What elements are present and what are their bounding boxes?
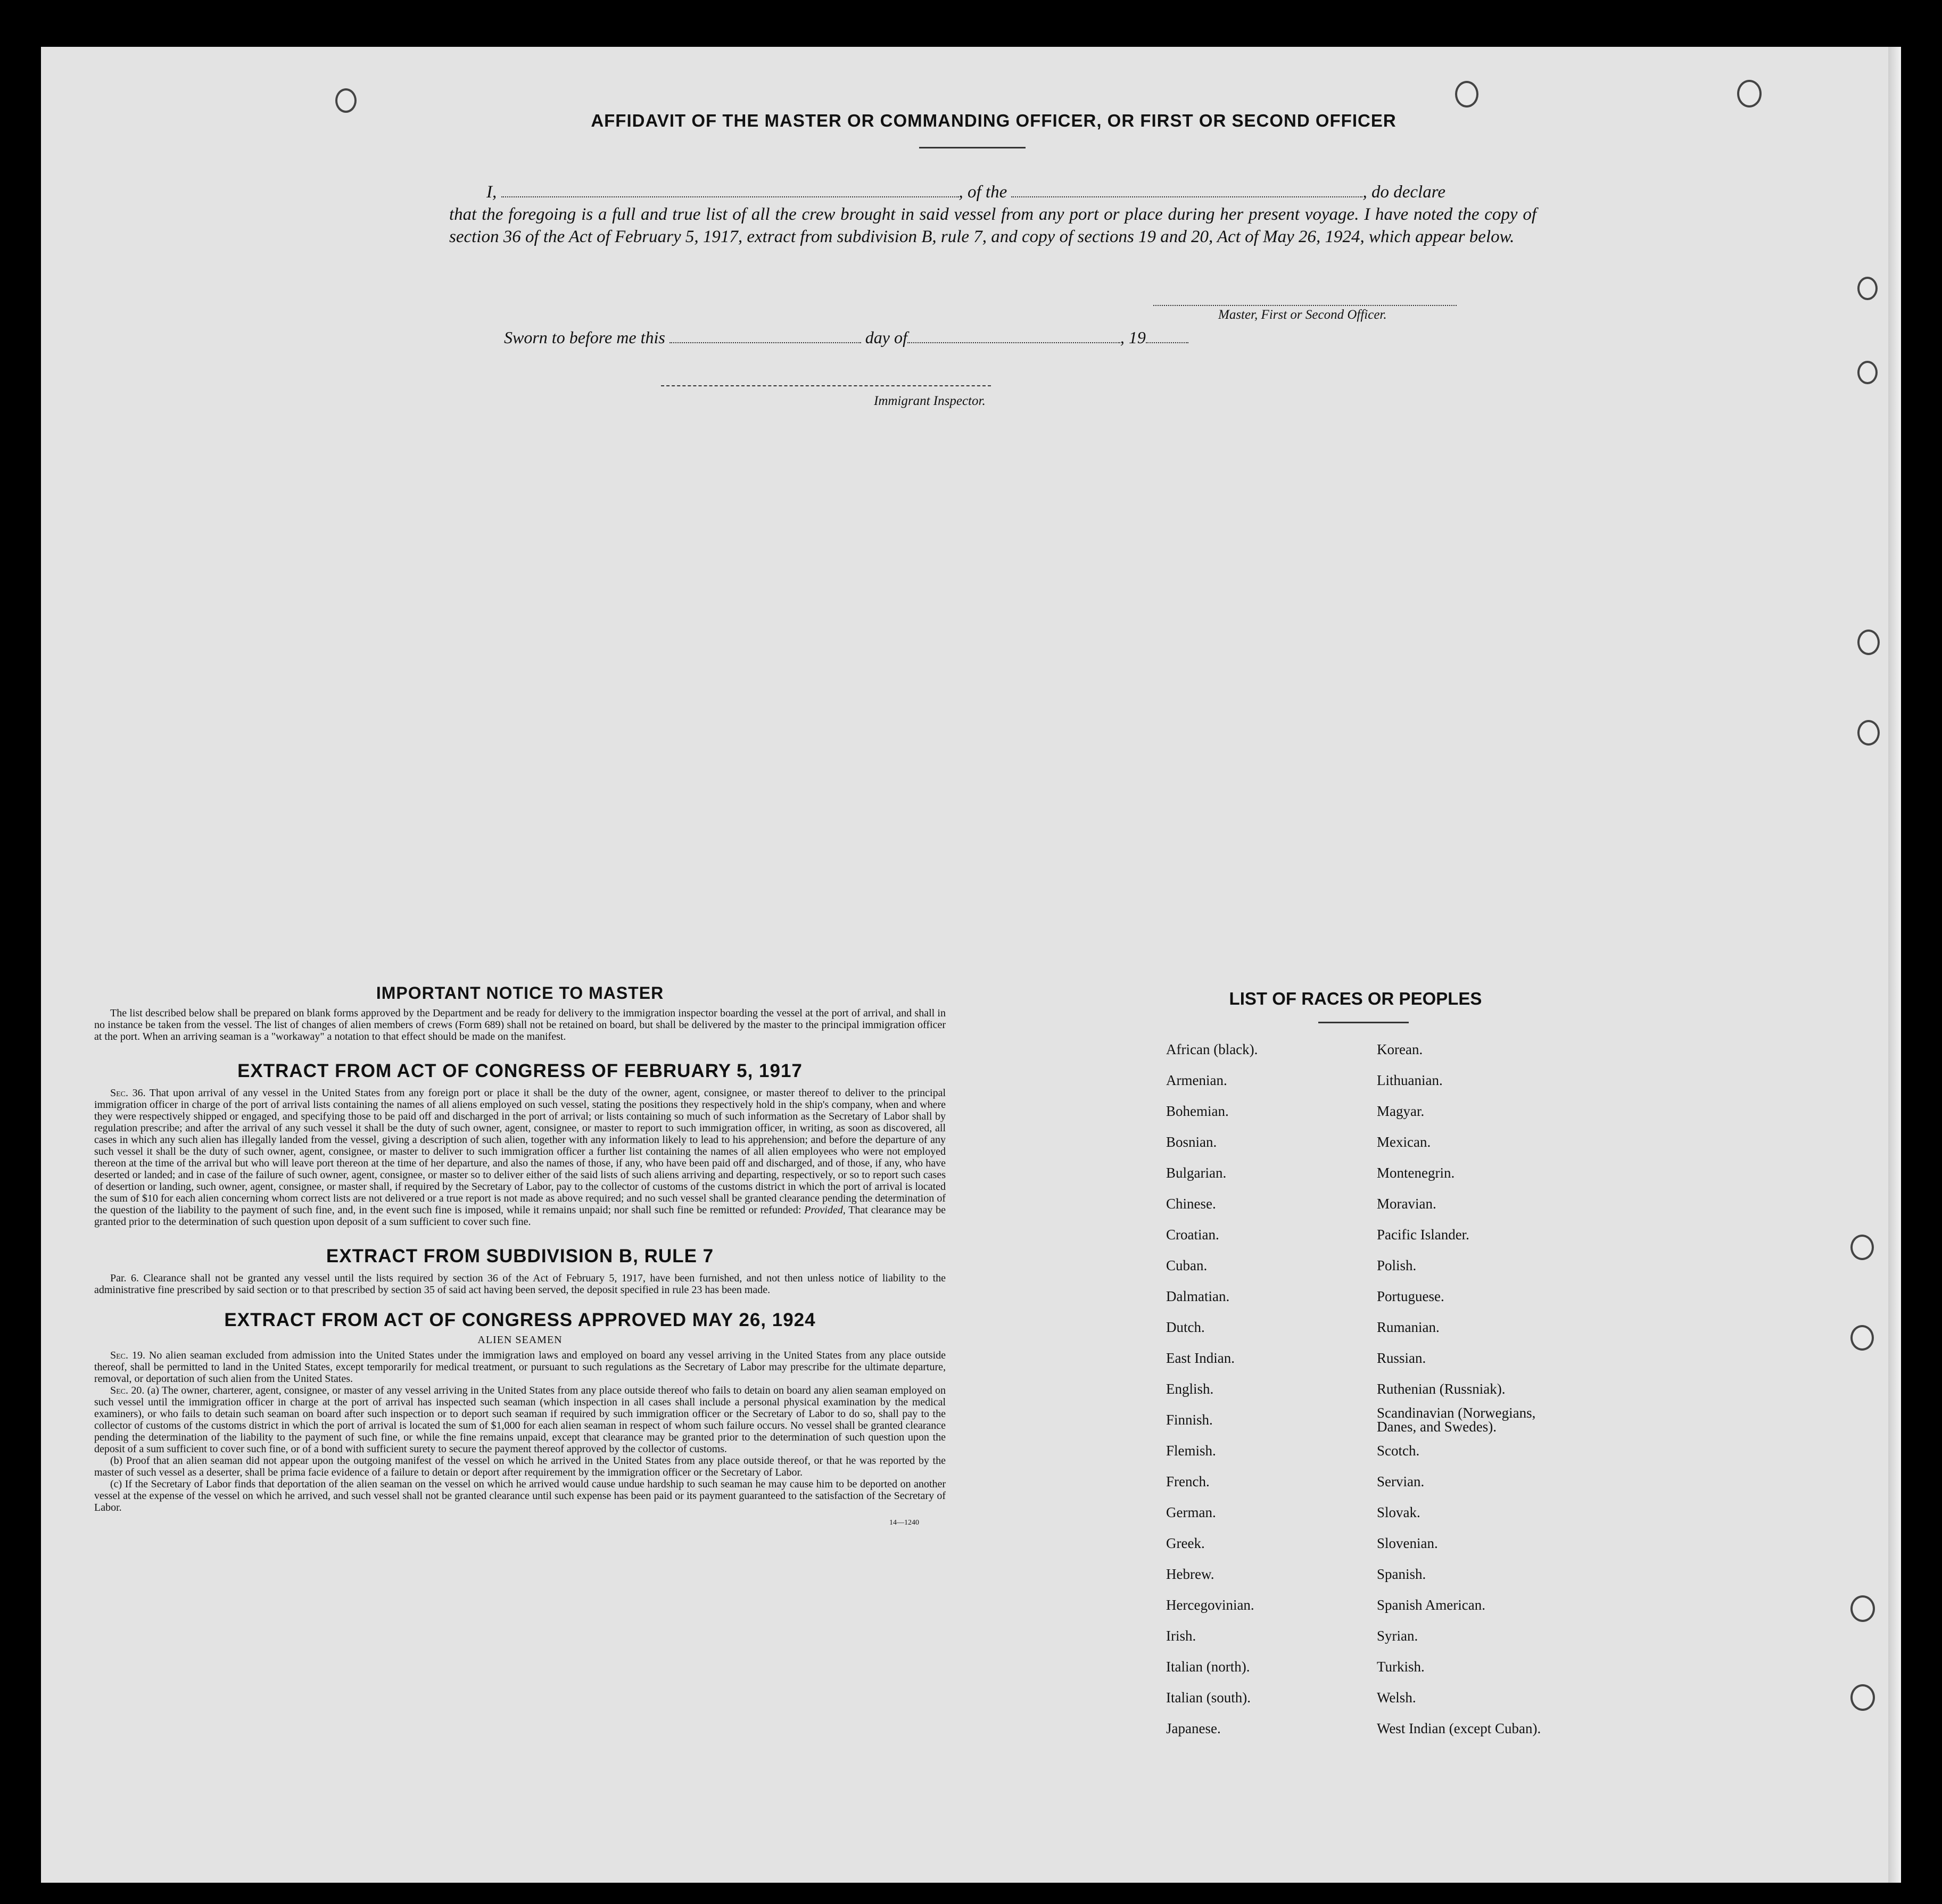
races-column-1 <box>1166 1034 1258 1744</box>
race-item: German. <box>1166 1504 1216 1520</box>
race-item: Lithuanian. <box>1377 1072 1443 1088</box>
alien-seamen-subtitle: ALIEN SEAMEN <box>477 1334 563 1346</box>
race-item: East Indian. <box>1166 1350 1235 1366</box>
punch-hole <box>1857 277 1878 300</box>
sec20-label: Sec. 20. <box>110 1385 145 1396</box>
race-item: Dutch. <box>1166 1319 1205 1335</box>
punch-hole <box>1455 81 1478 107</box>
punch-hole <box>1850 1684 1875 1711</box>
form-number: 14—1240 <box>889 1519 919 1527</box>
race-item: Hebrew. <box>1166 1566 1214 1582</box>
race-item: Portuguese. <box>1377 1288 1444 1304</box>
race-item: Bosnian. <box>1166 1134 1217 1150</box>
proviso-label: Provided, <box>804 1204 846 1216</box>
races-title: LIST OF RACES OR PEOPLES <box>1229 989 1482 1008</box>
race-item: French. <box>1166 1473 1210 1489</box>
race-item: Magyar. <box>1377 1103 1425 1119</box>
race-item: Pacific Islander. <box>1377 1227 1469 1243</box>
notice-text: The list described below shall be prepared on blank forms approved by the Department and be ready for delivery to the immigration inspector boarding the vessel at the port of arrival, and shall in no instance be taken from the vessel. The list of changes of alien members of crews (Form 689) shall not be retained on board, but shall be delivered by the master to the principal immigration officer at the port. When an arriving seaman is a "workaway" a notation to that effect should be made on the manifest. <box>94 1007 946 1042</box>
punch-hole <box>335 88 357 113</box>
affidavit-of-the: , of the <box>958 183 1007 202</box>
race-item: Greek. <box>1166 1535 1205 1551</box>
sec36-label: Sec. 36. <box>110 1087 146 1099</box>
race-item: Armenian. <box>1166 1072 1227 1088</box>
punch-hole <box>1857 361 1878 384</box>
affidavit-text <box>449 181 1536 248</box>
race-item: Hercegovinian. <box>1166 1597 1254 1613</box>
sec19-label: Sec. 19. <box>110 1350 145 1361</box>
sec20c-text: (c) If the Secretary of Labor finds that deportation of the alien seaman on the vessel on which he arrived would cause undue hardship to such seaman he may cause him to be deported on another vessel at the expense of the vessel on which he arrived, and such vessel shall not be granted clearance until such expense has been paid or its payment guaranteed to the satisfaction of the Secretary of Labor. <box>94 1478 946 1513</box>
page-edge <box>1888 47 1901 1883</box>
race-item: Russian. <box>1377 1350 1426 1366</box>
sec19-text <box>94 1350 946 1385</box>
sworn-line <box>504 328 1188 347</box>
race-item: Japanese. <box>1166 1720 1221 1736</box>
race-item: Welsh. <box>1377 1690 1416 1706</box>
sec20b-text: (b) Proof that an alien seaman did not appear upon the outgoing manifest of the vessel on which he arrived in the United States from any place outside thereof, or that he was reported by the master of such vessel as a deserter, shall be prima facie evidence of a failure to detain or deport after requirement by the immigration officer or the Secretary of Labor. <box>94 1455 946 1478</box>
sec19-body: No alien seaman excluded from admission into the United States under the immigration laws and employed on board any vessel arriving in the United States from any place outside thereof, shall be permitted to land in the United States, except temporarily for medical treatment, or pursuant to such regulations as the Secretary of Labor may prescribe for the ultimate departure, removal, or deportation of such alien from the United States. <box>94 1350 946 1385</box>
race-item: Flemish. <box>1166 1443 1216 1459</box>
race-item: Chinese. <box>1166 1196 1216 1212</box>
punch-hole <box>1737 80 1762 107</box>
race-item: Korean. <box>1377 1041 1423 1057</box>
race-item: Scotch. <box>1377 1443 1420 1459</box>
title-rule <box>919 147 1026 148</box>
races-title-rule <box>1318 1022 1409 1023</box>
race-item: Bohemian. <box>1166 1103 1229 1119</box>
name-field[interactable] <box>501 196 959 197</box>
race-item: Italian (north). <box>1166 1659 1250 1675</box>
punch-hole <box>1857 720 1880 746</box>
sworn-prefix: Sworn to before me this <box>504 328 665 347</box>
race-item: Croatian. <box>1166 1227 1219 1243</box>
race-item: Scandinavian (Norwegians, Danes, and Swedes). <box>1377 1405 1536 1435</box>
sworn-day-of: day of <box>865 328 907 347</box>
race-item: Mexican. <box>1377 1134 1431 1150</box>
punch-hole <box>1850 1235 1874 1260</box>
sworn-day-field[interactable] <box>670 342 861 343</box>
extract-1924-title: EXTRACT FROM ACT OF CONGRESS APPROVED MAY 26, 1924 <box>224 1310 816 1330</box>
vessel-field[interactable] <box>1011 196 1362 197</box>
affidavit-title: AFFIDAVIT OF THE MASTER OR COMMANDING OFFICER, OR FIRST OR SECOND OFFICER <box>591 111 1396 130</box>
affidavit-i: I, <box>486 183 497 202</box>
race-item: Montenegrin. <box>1377 1165 1455 1181</box>
race-item: Rumanian. <box>1377 1319 1440 1335</box>
race-item: Slovak. <box>1377 1504 1420 1520</box>
race-item: Spanish American. <box>1377 1597 1485 1613</box>
race-item: Spanish. <box>1377 1566 1426 1582</box>
race-item: Ruthenian (Russniak). <box>1377 1381 1506 1397</box>
inspector-signature-line[interactable] <box>661 385 991 386</box>
race-item: English. <box>1166 1381 1214 1397</box>
races-column-2 <box>1377 1034 1558 1744</box>
sworn-month-field[interactable] <box>907 342 1120 343</box>
punch-hole <box>1857 630 1880 655</box>
extract-1917-title: EXTRACT FROM ACT OF CONGRESS OF FEBRUARY 5, 1917 <box>237 1061 803 1081</box>
proviso-text: That clearance may be granted prior to the determination of such question upon deposit of a sum sufficient to cover such fine. <box>94 1204 946 1228</box>
race-item: Bulgarian. <box>1166 1165 1227 1181</box>
notices-column <box>94 983 946 1527</box>
race-item: Slovenian. <box>1377 1535 1438 1551</box>
extract-rule7-text: Par. 6. Clearance shall not be granted any vessel until the lists required by section 36 of the Act of February 5, 1917, have been furnished, and not then unless notice of liability to the administrative fine prescribed by said section or to that prescribed by section 35 of said act having been served, the deposit specified in rule 23 has been made. <box>94 1272 946 1296</box>
document-page <box>41 47 1901 1883</box>
master-signature-label: Master, First or Second Officer. <box>1218 308 1387 322</box>
race-item: Italian (south). <box>1166 1690 1251 1706</box>
affidavit-body: that the foregoing is a full and true list of all the crew brought in said vessel from any port or place during her present voyage. I have noted the copy of section 36 of the Act of February 5, 1917, extract from subdivision B, rule 7, and copy of sections 19 and 20, Act of May 26, 1924, which appear below. <box>449 205 1536 246</box>
sec36-body: That upon arrival of any vessel in the United States from any foreign port or place it shall be the duty of the owner, agent, consignee, or master thereof to deliver to the principal immigration officer in charge of the port of arrival lists containing the names of all aliens employed on such vessel, stating the positions they respectively hold in the ship's company, when and where they were respectively shipped or engaged, and specifying those to be paid off and discharged in the port of arrival; or lists containing so much of such information as the Secretary of Labor shall by regulation prescribe; and after the arrival of any such vessel it shall be the duty of such owner, agent, consignee, or master to report to such immigration officer, in writing, as soon as discovered, all cases in which any such alien has illegally landed from the vessel, giving a description of such alien, together with any information likely to lead to his apprehension; and before the departure of any such vessel it shall be the duty of such owner, agent, consignee, or master to deliver to such immigration officer a further list containing the names of all alien employees who were not employed thereon at the time of the arrival but who will leave port thereon at the time of her departure, and also the names of those, if any, who have been paid off and discharged, and of those, if any, who have deserted or landed; and in case of the failure of such owner, agent, consignee, or master so to deliver either of the said lists of such aliens arriving and departing, respectively, or so to report such cases of desertion or landing, such owner, agent, consignee, or master shall, if required by the Secretary of Labor, pay to the collector of customs of the customs district in which the port of arrival is located the sum of $10 for each alien concerning whom correct lists are not delivered or a true report is not made as above required; and no such vessel shall be granted clearance pending the determination of the question of the liability to the payment of such fine, and, in the event such fine is imposed, while it remains unpaid; nor shall such fine be remitted or refunded: <box>94 1087 946 1216</box>
race-item: African (black). <box>1166 1041 1258 1057</box>
sec20a-body: (a) The owner, charterer, agent, consignee, or master of any vessel arriving in the United States from any place outside thereof who fails to detain on board any alien seaman employed on such vessel until the immigration officer in charge at the port of arrival has inspected such seaman (which inspection in all cases shall include a personal physical examination by the medical examiners), or who fails to detain such seaman on board after such inspection or to deport such seaman if required by such immigration officer or the Secretary of Labor to do so, shall pay to the collector of customs of the customs district in which the port of arrival is located the sum of $1,000 for each alien seaman in respect of whom such failure occurs. No vessel shall be granted clearance pending the determination of the liability to the payment of such fine, or while the fine remains unpaid, except that clearance may be granted prior to the determination of such question upon the deposit of a sum sufficient to cover such fine, or of a bond with sufficient surety to secure the payment thereof approved by the collector of customs. <box>94 1385 946 1455</box>
extract-1917-text <box>94 1087 946 1228</box>
race-item: Finnish. <box>1166 1412 1213 1428</box>
punch-hole <box>1850 1595 1875 1622</box>
signature-line[interactable] <box>1153 305 1457 306</box>
race-item: Irish. <box>1166 1628 1196 1644</box>
punch-hole <box>1850 1325 1874 1351</box>
race-item: West Indian (except Cuban). <box>1377 1720 1541 1736</box>
race-item: Dalmatian. <box>1166 1288 1230 1304</box>
inspector-label: Immigrant Inspector. <box>874 394 986 408</box>
extract-rule7-title: EXTRACT FROM SUBDIVISION B, RULE 7 <box>326 1246 714 1266</box>
sworn-year-field[interactable] <box>1146 342 1188 343</box>
race-item: Polish. <box>1377 1257 1417 1273</box>
sec20a-text <box>94 1385 946 1455</box>
race-item: Syrian. <box>1377 1628 1418 1644</box>
race-item: Servian. <box>1377 1473 1425 1489</box>
affidavit-declare: , do declare <box>1362 183 1445 202</box>
notice-title: IMPORTANT NOTICE TO MASTER <box>376 983 664 1003</box>
race-item: Turkish. <box>1377 1659 1425 1675</box>
race-item: Moravian. <box>1377 1196 1436 1212</box>
sworn-year: , 19 <box>1120 328 1146 347</box>
race-item: Cuban. <box>1166 1257 1208 1273</box>
